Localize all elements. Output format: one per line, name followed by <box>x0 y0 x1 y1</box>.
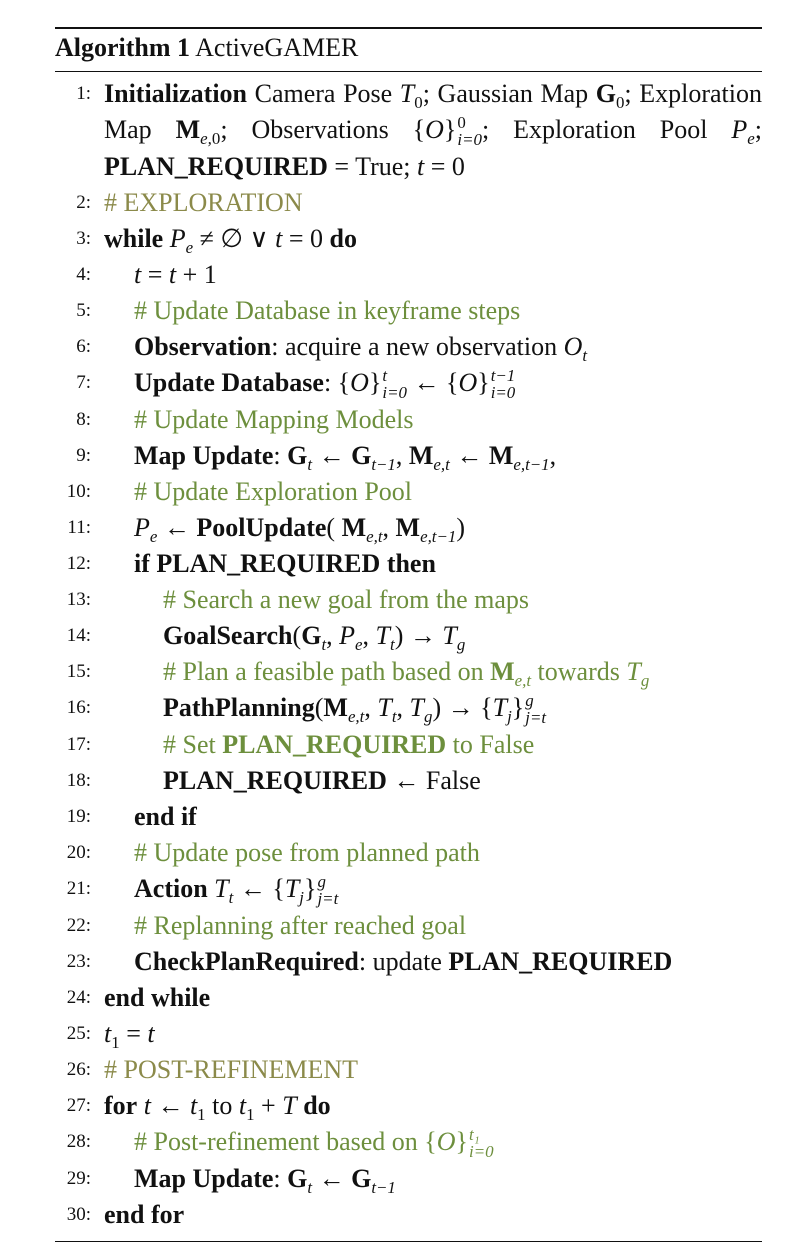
line-26: 26: # POST-REFINEMENT <box>66 1054 359 1084</box>
line-3: 3: while $P_e$ ≠ ∅ ∨ t = 0 do <box>76 223 357 258</box>
comment: # Search a new goal from the maps <box>163 584 530 614</box>
line-24: 24: end while <box>66 982 211 1012</box>
line-4: 4: t = t + 1 <box>76 259 217 289</box>
comment: # Plan a feasible path based on <box>163 656 484 686</box>
comment: # EXPLORATION <box>104 187 303 217</box>
line-18: 18: PLAN_REQUIRED ← False <box>66 765 481 795</box>
comment: # Update Mapping Models <box>134 404 414 434</box>
algorithm-lines <box>55 76 762 1233</box>
comment: # POST-REFINEMENT <box>104 1054 359 1084</box>
line-22: 22: # Replanning after reached goal <box>66 910 467 940</box>
line-19: 19: end if <box>66 801 197 831</box>
line-5: 5: # Update Database in keyframe steps <box>76 295 521 325</box>
line-23: 23: CheckPlanRequired: update PLAN_REQUIRED <box>66 946 673 976</box>
line-27: 27: for t ← $t_1$ to $t_1 + T$ do <box>66 1090 331 1124</box>
comment: # Update pose from planned path <box>134 837 480 867</box>
algorithm-caption <box>55 31 762 65</box>
line-number: 1: <box>76 83 91 104</box>
comment: # Update Exploration Pool <box>134 476 413 506</box>
line-13: 13: # Search a new goal from the maps <box>66 584 530 614</box>
top-rule <box>55 27 762 29</box>
comment: # Update Database in keyframe steps <box>134 295 521 325</box>
line-9: 9: Map Update: $G_t$ ← $G_{t-1}$, $M_{e,t}$ ← $M_{e,t-1}$, <box>76 440 557 475</box>
line-12: 12: if PLAN_REQUIRED then <box>66 548 436 578</box>
line-17: 17: # Set PLAN_REQUIRED to False <box>66 729 535 759</box>
line-29: 29: Map Update: $G_t$ ← $G_{t-1}$ <box>66 1163 396 1197</box>
line-15: 15: # Plan a feasible path based on $M_{e,t}$ towards $T_g$ <box>66 656 650 691</box>
line-21: 21: Action $T_t$ ← $\{T_j\}$ g j=t <box>66 871 339 908</box>
line-30: 30: end for <box>66 1199 185 1229</box>
line-14: 14: $GoalSearch(G_t$, $P_e$, $T_t) \to T_g$ <box>66 620 466 655</box>
comment: # Replanning after reached goal <box>134 910 467 940</box>
line-20: 20: # Update pose from planned path <box>66 837 480 867</box>
comment: # Post-refinement based on <box>134 1126 418 1156</box>
line-8: 8: # Update Mapping Models <box>76 404 414 434</box>
line-7: 7: Update Database: {O} t i=0 ← {O} t−1 i=0 <box>76 366 516 402</box>
caption-name: ActiveGAMER <box>195 33 359 62</box>
line-2: 2: # EXPLORATION <box>76 187 303 217</box>
line-1: 1: Initialization Camera Pose $T_0$; Gaussian Map $G_0$; Exploration Map $M_{e,0}$; Observations {O} 0 i=0 ; Exploration Pool $P_e$; PLAN_REQUIRED = True; t = 0 <box>55 76 762 185</box>
caption-rule <box>55 71 762 72</box>
bottom-rule <box>55 1241 762 1242</box>
comment: # Set <box>163 729 216 759</box>
caption-label: Algorithm 1 <box>55 33 191 62</box>
line-16: 16: $PathPlanning(M_{e,t}$, $T_t$, $T_g) \to \{T_j\}$ g j=t <box>66 691 547 727</box>
line-28: 28: # Post-refinement based on {O} t₁ i=0 <box>66 1124 494 1161</box>
algorithm-block <box>55 27 762 1242</box>
line-10: 10: # Update Exploration Pool <box>66 476 413 506</box>
line-6: 6: Observation: acquire a new observation $O_t$ <box>76 331 588 366</box>
line-25: 25: $t_1 = t$ <box>66 1018 155 1052</box>
line-11: 11: $P_e$ ← PoolUpdate( $M_{e,t}$, $M_{e,t-1}$) <box>67 512 466 547</box>
